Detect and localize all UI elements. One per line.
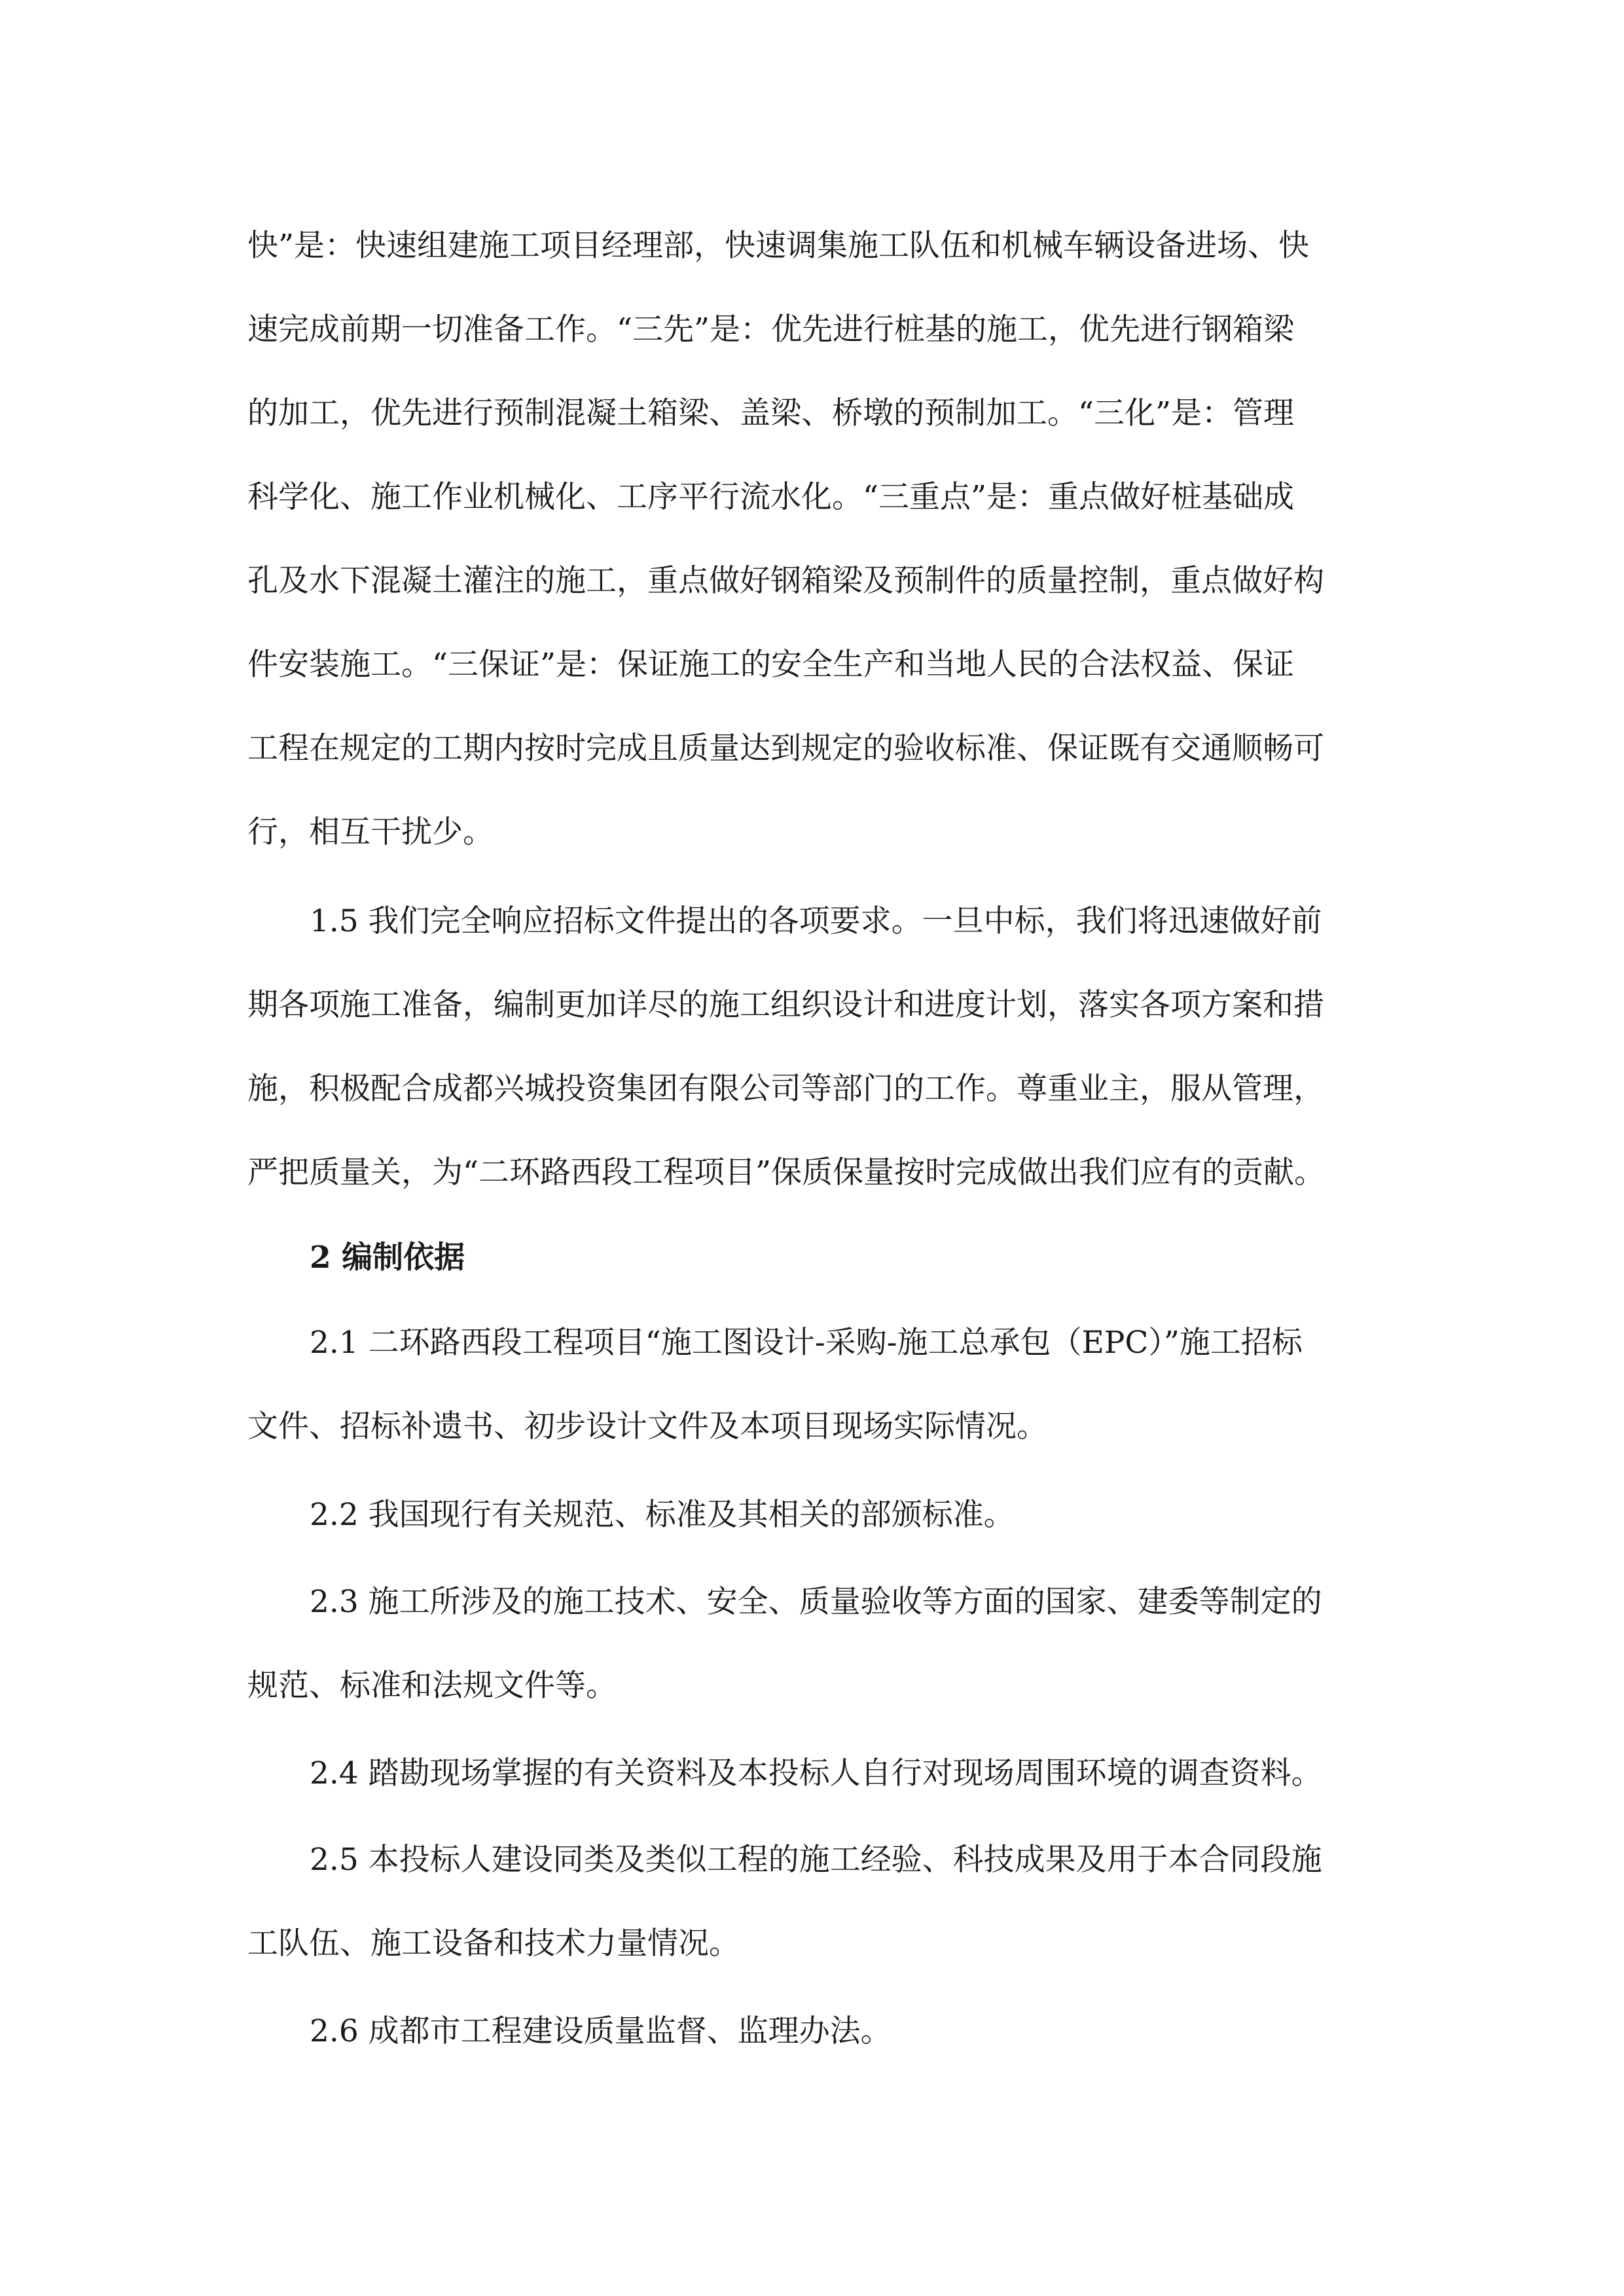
text-line: 速完成前期一切准备工作。“三先”是：优先进行桩基的施工，优先进行钢箱梁 — [247, 312, 1295, 348]
paragraph-1-5-line: 1.5 我们完全响应招标文件提出的各项要求。一旦中标，我们将迅速做好前 — [310, 903, 1322, 939]
text-line: 文件、招标补遗书、初步设计文件及本项目现场实际情况。 — [247, 1408, 1047, 1444]
text-line: 行，相互干扰少。 — [247, 814, 494, 850]
text-line: 工程在规定的工期内按时完成且质量达到规定的验收标准、保证既有交通顺畅可 — [247, 730, 1324, 766]
item-2-2-line: 2.2 我国现行有关规范、标准及其相关的部颁标准。 — [310, 1497, 1015, 1533]
text-line: 科学化、施工作业机械化、工序平行流水化。“三重点”是：重点做好桩基础成 — [247, 479, 1295, 515]
text-line: 严把质量关，为“二环路西段工程项目”保质保量按时完成做出我们应有的贡献。 — [247, 1155, 1326, 1191]
item-2-4-line: 2.4 踏勘现场掌握的有关资料及本投标人自行对现场周围环境的调查资料。 — [310, 1755, 1322, 1791]
text-line: 件安装施工。“三保证”是：保证施工的安全生产和当地人民的合法权益、保证 — [247, 647, 1295, 683]
text-line: 规范、标准和法规文件等。 — [247, 1668, 617, 1704]
item-2-1-line: 2.1 二环路西段工程项目“施工图设计-采购-施工总承包（EPC）”施工招标 — [310, 1325, 1303, 1361]
item-2-6-line: 2.6 成都市工程建设质量监督、监理办法。 — [310, 2013, 892, 2049]
text-line: 的加工，优先进行预制混凝土箱梁、盖梁、桥墩的预制加工。“三化”是：管理 — [247, 395, 1295, 431]
text-line: 孔及水下混凝土灌注的施工，重点做好钢箱梁及预制件的质量控制，重点做好构 — [247, 563, 1324, 599]
text-line: 期各项施工准备，编制更加详尽的施工组织设计和进度计划，落实各项方案和措 — [247, 987, 1324, 1023]
section-heading: 2 编制依据 — [310, 1240, 465, 1276]
text-line: 施，积极配合成都兴城投资集团有限公司等部门的工作。尊重业主，服从管理， — [247, 1071, 1324, 1107]
item-2-3-line: 2.3 施工所涉及的施工技术、安全、质量验收等方面的国家、建委等制定的 — [310, 1584, 1322, 1620]
text-line: 快”是：快速组建施工项目经理部，快速调集施工队伍和机械车辆设备进场、快 — [247, 228, 1310, 264]
item-2-5-line: 2.5 本投标人建设同类及类似工程的施工经验、科技成果及用于本合同段施 — [310, 1842, 1322, 1878]
text-line: 工队伍、施工设备和技术力量情况。 — [247, 1926, 740, 1962]
